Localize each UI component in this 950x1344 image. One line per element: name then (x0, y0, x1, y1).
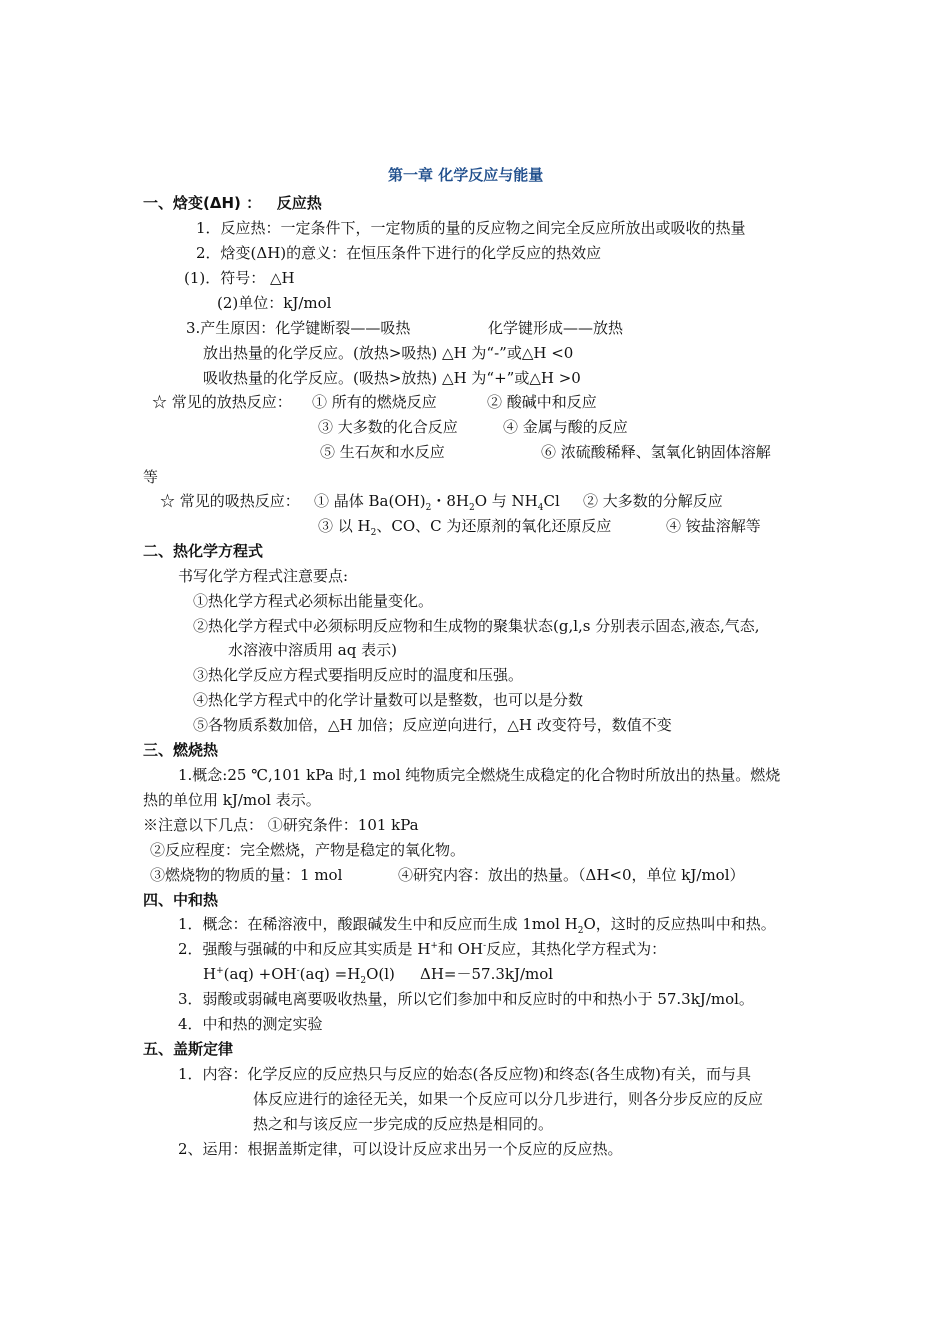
s3-line-3: ②反应程度：完全燃烧，产物是稳定的氧化物。 (150, 841, 466, 859)
s4-line-2-sup1: + (430, 941, 438, 951)
section-2-heading: 二、热化学方程式 (143, 542, 264, 560)
s4-line-1 (178, 914, 776, 934)
endo-item-1-c: ・8H (431, 492, 469, 510)
exo-wrap: 等 (143, 468, 159, 486)
s3-line-1: 1.概念:25 ℃,101 kPa 时,1 mol 纯物质完全燃烧生成稳定的化合物时所放出的热量。燃烧 (178, 766, 781, 784)
s1-line-5a: 3.产生原因：化学键断裂——吸热 (186, 319, 411, 337)
exo-label: ☆ 常见的放热反应： (152, 393, 292, 411)
exo-item-6: ⑥ 浓硫酸稀释、氢氧化钠固体溶解 (541, 443, 771, 461)
endo-item-4: ④ 铵盐溶解等 (666, 517, 761, 535)
s2-point-2b: 水溶液中溶质用 aq 表示) (228, 641, 397, 659)
s4-line-2-a: 2．强酸与强碱的中和反应其实质是 H (178, 940, 431, 958)
section-1-heading (143, 193, 322, 213)
endo-item-3-a: ③ 以 H (318, 517, 371, 535)
exo-item-1: ① 所有的燃烧反应 (312, 393, 437, 411)
endo-item-1-d: 2 (468, 503, 475, 513)
s4-line-5: 4．中和热的测定实验 (178, 1015, 323, 1033)
section-5-heading: 五、盖斯定律 (143, 1040, 234, 1058)
s4-line-2 (178, 939, 666, 959)
section-4-heading: 四、中和热 (143, 891, 219, 909)
s4-equation (203, 964, 395, 984)
s5-line-2: 体反应进行的途径无关，如果一个反应可以分几步进行，则各分步反应的反应 (253, 1090, 764, 1108)
s2-point-2: ②热化学方程式中必须标明反应物和生成物的聚集状态(g,l,s 分别表示固态,液态,气态, (193, 617, 760, 635)
section-1-heading-a: 一、焓变(ΔH) ： (143, 194, 262, 212)
s1-line-2: 2．焓变(ΔH)的意义：在恒压条件下进行的化学反应的热效应 (196, 244, 602, 262)
exo-item-3: ③ 大多数的化合反应 (318, 418, 458, 436)
s4-line-1-e: O，这时的反应热叫中和热。 (583, 915, 776, 933)
s5-line-1: 1．内容：化学反应的反应热只与反应的始态(各反应物)和终态(各生成物)有关，而与具 (178, 1065, 751, 1083)
s1-line-3: (1)．符号： △H (184, 269, 295, 287)
section-1-heading-b: 反应热 (276, 194, 322, 212)
endo-item-1 (314, 491, 560, 511)
s5-line-3: 热之和与该反应一步完成的反应热是相同的。 (253, 1115, 554, 1133)
s5-line-4: 2、运用：根据盖斯定律，可以设计反应求出另一个反应的反应热。 (178, 1140, 623, 1158)
s4-eq-sup1: + (216, 966, 224, 976)
endo-item-1-a: ① 晶体 Ba(OH) (314, 492, 426, 510)
exo-item-5: ⑤ 生石灰和水反应 (320, 443, 445, 461)
endo-item-3-c: 、CO、C 为还原剂的氧化还原反应 (376, 517, 612, 535)
s4-eq-c: (aq) =H (299, 965, 361, 983)
endo-item-1-f: 4 (537, 503, 544, 513)
s3-line-4a: ③燃烧物的物质的量：1 mol (150, 866, 343, 884)
s4-line-1-a: 1．概念：在稀溶液中，酸跟碱发生中和反应而生成 1mol H (178, 915, 578, 933)
s4-line-2-sup2: - (483, 941, 487, 951)
s2-point-1: ①热化学方程式必须标出能量变化。 (193, 592, 434, 610)
endo-item-2: ② 大多数的分解反应 (583, 492, 723, 510)
s1-line-7: 吸收热量的化学反应。(吸热>放热) △H 为“+”或△H >0 (203, 369, 581, 387)
endo-item-3 (318, 516, 611, 536)
s2-intro: 书写化学方程式注意要点: (178, 567, 349, 585)
s4-eq-a: H (203, 965, 217, 983)
s2-point-5: ⑤各物质系数加倍，△H 加倍；反应逆向进行，△H 改变符号，数值不变 (193, 716, 672, 734)
endo-item-1-b: 2 (425, 503, 432, 513)
s3-line-1b: 热的单位用 kJ/mol 表示。 (143, 791, 321, 809)
page-title: 第一章 化学反应与能量 (388, 166, 544, 184)
s1-line-5b: 化学键形成——放热 (488, 319, 624, 337)
s1-line-1: 1．反应热：一定条件下，一定物质的量的反应物之间完全反应所放出或吸收的热量 (196, 219, 746, 237)
exo-item-4: ④ 金属与酸的反应 (503, 418, 628, 436)
s3-line-4b: ④研究内容：放出的热量。（ΔH<0，单位 kJ/mol） (398, 866, 745, 884)
endo-item-1-g: Cl (543, 492, 560, 510)
s1-line-4: (2)单位：kJ/mol (217, 294, 332, 312)
section-3-heading: 三、燃烧热 (143, 741, 219, 759)
s4-eq-d: O(l) (366, 965, 395, 983)
s2-point-3: ③热化学反应方程式要指明反应时的温度和压强。 (193, 666, 524, 684)
s3-line-2: ※注意以下几点： ①研究条件：101 kPa (143, 816, 419, 834)
s4-eq-sub: 2 (360, 976, 367, 986)
s4-line-2-c: 反应，其热化学方程式为： (486, 940, 667, 958)
s4-equation-dh: ΔH=－57.3kJ/mol (420, 965, 554, 983)
endo-label: ☆ 常见的吸热反应： (160, 492, 300, 510)
s4-line-1-sub: 2 (577, 926, 584, 936)
endo-item-3-b: 2 (370, 528, 377, 538)
s4-line-2-b: 和 OH (437, 940, 484, 958)
exo-item-2: ② 酸碱中和反应 (487, 393, 597, 411)
s1-line-6: 放出热量的化学反应。(放热>吸热) △H 为“-”或△H <0 (203, 344, 574, 362)
s4-eq-b: (aq) +OH (223, 965, 297, 983)
s4-eq-sup2: - (296, 966, 300, 976)
endo-item-1-e: O 与 NH (474, 492, 538, 510)
s2-point-4: ④热化学方程式中的化学计量数可以是整数，也可以是分数 (193, 691, 584, 709)
s4-line-4: 3．弱酸或弱碱电离要吸收热量，所以它们参加中和反应时的中和热小于 57.3kJ/mol。 (178, 990, 754, 1008)
